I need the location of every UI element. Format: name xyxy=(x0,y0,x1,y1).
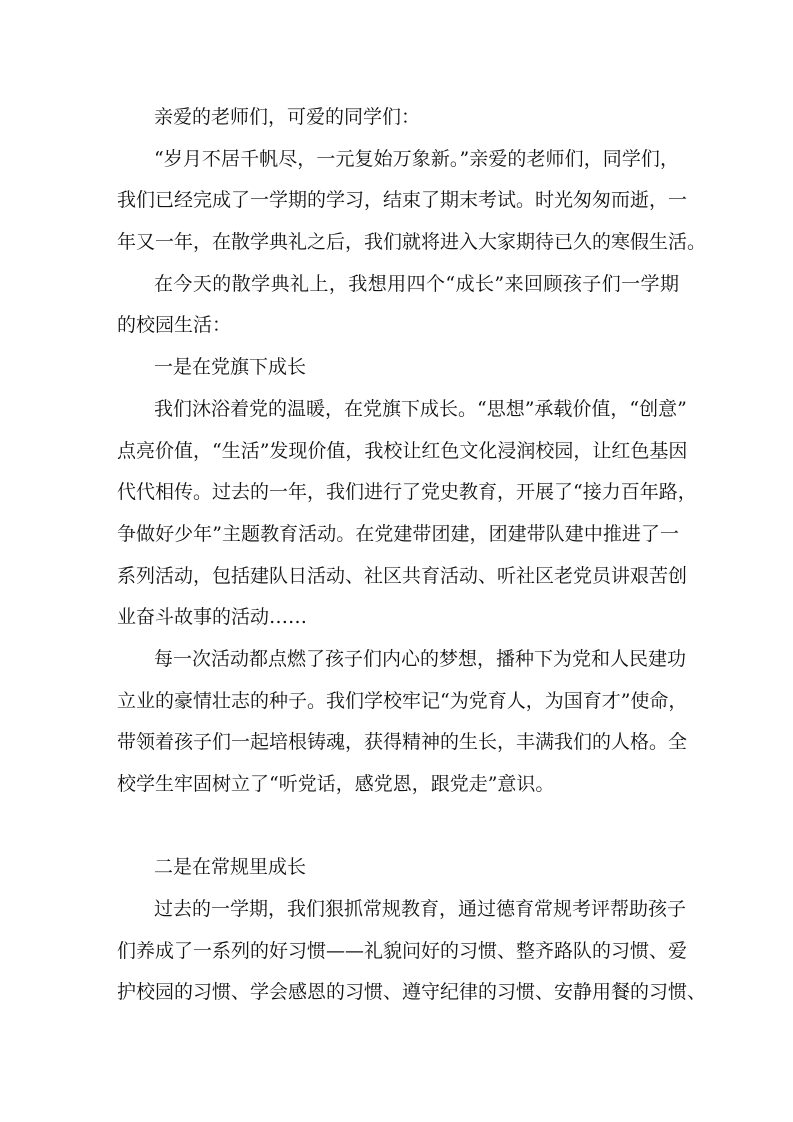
paragraph-line: 每一次活动都点燃了孩子们内心的梦想，播种下为党和人民建功 xyxy=(154,647,687,670)
paragraph-line: 系列活动，包括建队日活动、社区共育活动、听社区老党员讲艰苦创 xyxy=(117,564,688,587)
document-body xyxy=(117,97,707,1014)
paragraph-line: 我们沐浴着党的温暖，在党旗下成长。“思想”承载价值，“创意” xyxy=(154,397,687,420)
paragraph-routine xyxy=(117,889,707,1014)
paragraph-intro xyxy=(117,264,679,347)
paragraph-line: 业奋斗故事的活动…… xyxy=(117,606,308,629)
paragraph-line: 带领着孩子们一起培根铸魂，获得精神的生长，丰满我们的人格。全 xyxy=(117,731,688,754)
paragraph-line: 争做好少年”主题教育活动。在党建带团建，团建带队建中推进了一 xyxy=(117,522,679,545)
paragraph-line: “岁月不居千帆尽，一元复始万象新。”亲爱的老师们，同学们， xyxy=(154,147,679,170)
paragraph-opening xyxy=(117,139,707,264)
section-heading-2: 二是在常规里成长 xyxy=(154,856,307,879)
blank-line xyxy=(117,806,679,848)
paragraph-line: 年又一年，在散学典礼之后，我们就将进入大家期待已久的寒假生活。 xyxy=(117,231,707,254)
paragraph-line: 我们已经完成了一学期的学习，结束了期末考试。时光匆匆而逝，一 xyxy=(117,189,688,212)
paragraph-line: 在今天的散学典礼上，我想用四个“成长”来回顾孩子们一学期 xyxy=(154,272,679,295)
paragraph-dreams xyxy=(117,639,688,806)
paragraph-line: 立业的豪情壮志的种子。我们学校牢记“为党育人，为国育才”使命， xyxy=(117,689,688,712)
greeting-line: 亲爱的老师们，可爱的同学们： xyxy=(154,106,421,128)
paragraph-line: 们养成了一系列的好习惯——礼貌问好的习惯、整齐路队的习惯、爱 xyxy=(117,939,688,962)
paragraph-line: 校学生牢固树立了“听党话，感党恩，跟党走”意识。 xyxy=(117,773,555,795)
section-heading-1: 一是在党旗下成长 xyxy=(154,356,307,379)
paragraph-line: 过去的一学期，我们狠抓常规教育，通过德育常规考评帮助孩子 xyxy=(154,898,687,921)
paragraph-line: 代代相传。过去的一年，我们进行了党史教育，开展了“接力百年路， xyxy=(117,481,697,504)
paragraph-line: 点亮价值，“生活”发现价值，我校让红色文化浸润校园，让红色基因 xyxy=(117,439,688,462)
paragraph-party-flag xyxy=(117,389,697,639)
paragraph-line: 的校园生活： xyxy=(117,314,232,337)
paragraph-line: 护校园的习惯、学会感恩的习惯、遵守纪律的习惯、安静用餐的习惯、 xyxy=(117,981,707,1004)
